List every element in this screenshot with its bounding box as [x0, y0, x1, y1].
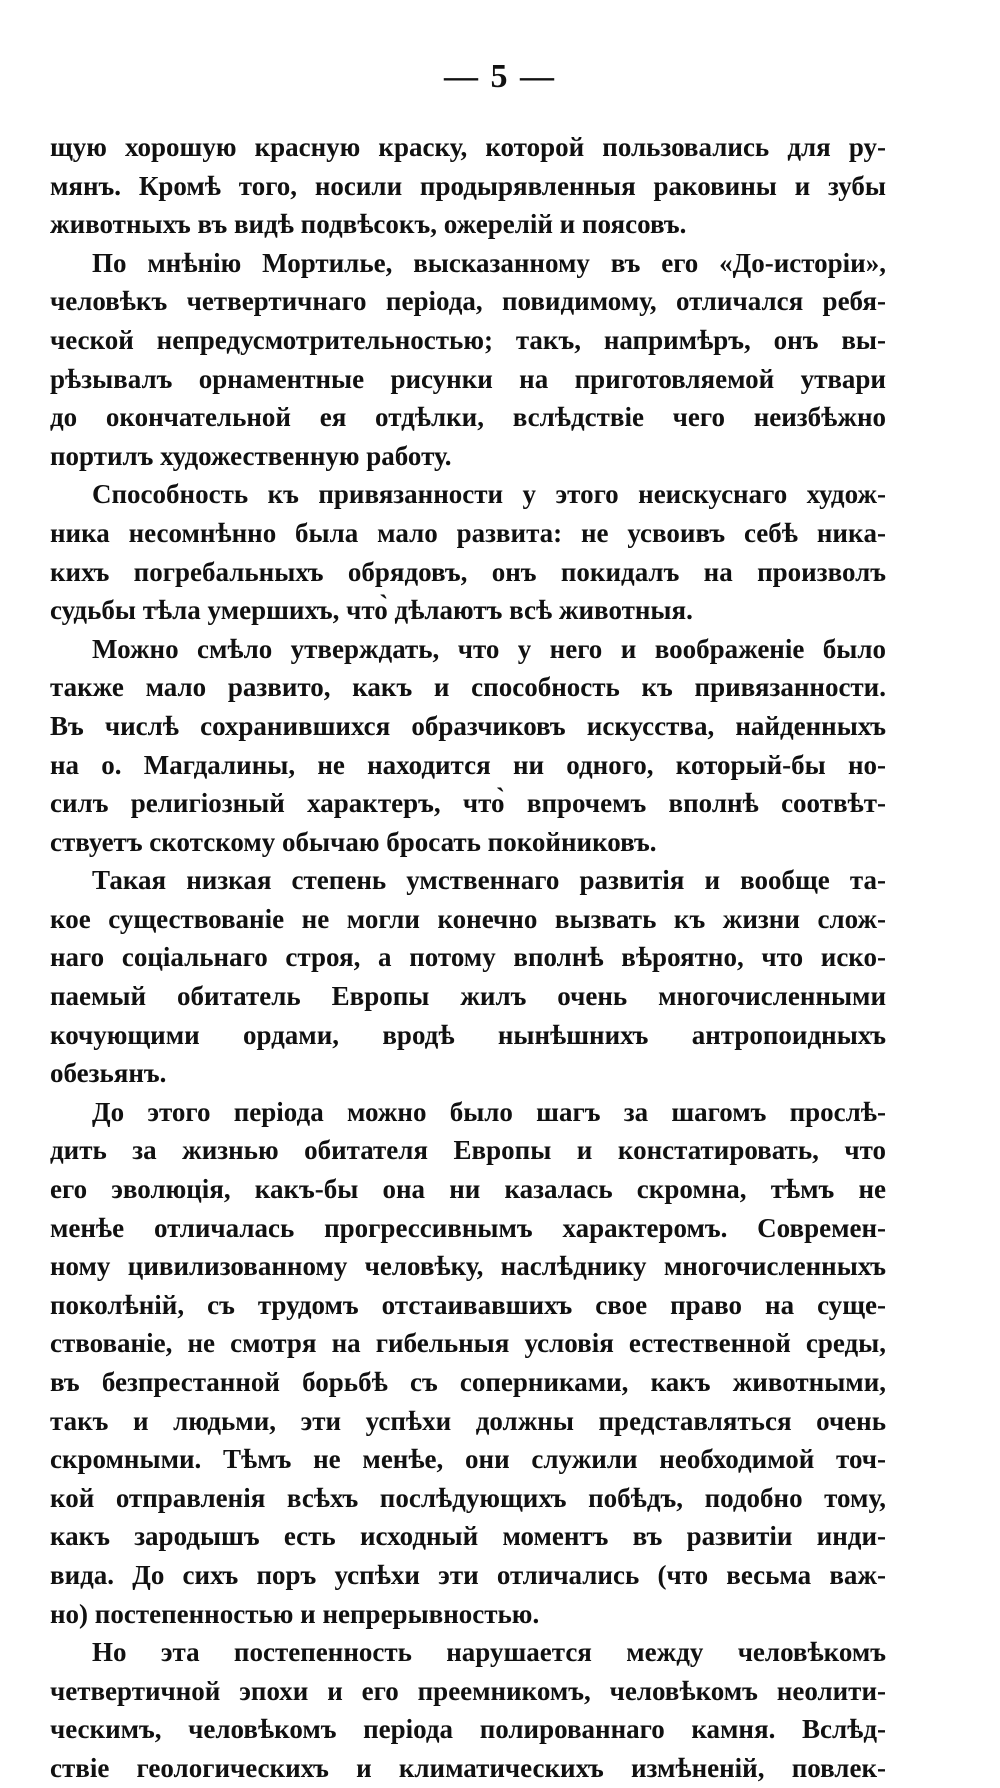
text-line: Но эта постепенность нарушается между человѣкомъ	[92, 1637, 886, 1668]
paragraph	[50, 630, 886, 862]
text-line: Такая низкая степень умственнаго развитія и вообще та-	[92, 865, 886, 896]
text-line: щую хорошую красную краску, которой пользовались для ру-	[50, 132, 886, 162]
text-line: кое существованіе не могли конечно вызвать къ жизни слож-	[50, 903, 886, 934]
text-line: вида. До сихъ поръ успѣхи эти отличались (что весьма важ-	[50, 1559, 886, 1590]
text-line: скромными. Тѣмъ не менѣе, они служили необходимой точ-	[50, 1444, 886, 1475]
text-line: кихъ погребальныхъ обрядовъ, онъ покидалъ на произволъ	[50, 556, 886, 587]
text-line: четвертичной эпохи и его преемникомъ, человѣкомъ неолити-	[50, 1675, 886, 1706]
text-line: въ безпрестанной борьбѣ съ соперниками, какъ животными,	[50, 1367, 886, 1397]
text-line: на о. Магдалины, не находится ни одного, который-бы но-	[50, 749, 886, 780]
text-line: ствованіе, не смотря на гибельныя условія естественной среды,	[50, 1328, 886, 1359]
text-line: но) постепенностью и непрерывностью.	[50, 1598, 540, 1629]
text-line: поколѣній, съ трудомъ отстаивавшихъ свое право на суще-	[50, 1289, 886, 1320]
paragraph	[50, 244, 886, 476]
text-line: Въ числѣ сохранившихся образчиковъ искусства, найденныхъ	[50, 710, 886, 741]
text-line: менѣе отличалась прогрессивнымъ характеромъ. Современ-	[50, 1212, 886, 1243]
text-line: также мало развито, какъ и способность къ привязанности.	[50, 672, 886, 703]
text-line: ному цивилизованному человѣку, наслѣднику многочисленныхъ	[50, 1251, 886, 1282]
text-line: такъ и людьми, эти успѣхи должны представляться очень	[50, 1405, 886, 1436]
text-line: животныхъ въ видѣ подвѣсокъ, ожерелій и поясовъ.	[50, 209, 687, 240]
paragraph	[50, 128, 886, 244]
text-line: силъ религіозный характеръ, что̀ впрочемъ вполнѣ соотвѣт-	[50, 788, 886, 819]
text-line: человѣкъ четвертичнаго періода, повидимому, отличался ребя-	[50, 286, 886, 317]
text-line: какъ зародышъ есть исходный моментъ въ развитіи инди-	[50, 1521, 886, 1552]
paragraph	[50, 1633, 886, 1787]
text-line: его эволюція, какъ-бы она ни казалась скромна, тѣмъ не	[50, 1174, 886, 1205]
text-line: По мнѣнію Мортилье, высказанному въ его «До-исторіи»,	[92, 247, 886, 278]
text-line: ческимъ, человѣкомъ періода полированнаго камня. Вслѣд-	[50, 1714, 886, 1745]
text-line: портилъ художественную работу.	[50, 440, 452, 471]
text-line: обезьянъ.	[50, 1058, 167, 1089]
text-line: ника несомнѣнно была мало развита: не усвоивъ себѣ никa-	[50, 517, 886, 548]
text-line: судьбы тѣла умершихъ, что̀ дѣлаютъ всѣ животныя.	[50, 595, 693, 626]
text-line: кой отправленія всѣхъ послѣдующихъ побѣдъ, подобно тому,	[50, 1482, 886, 1513]
page-number: — 5 —	[444, 58, 556, 95]
paragraph	[50, 1093, 886, 1633]
text-line: кочующими ордами, вродѣ нынѣшнихъ антропоидныхъ	[50, 1019, 886, 1050]
text-line: дить за жизнью обитателя Европы и констатировать, что	[50, 1135, 886, 1166]
text-line: ствуетъ скотскому обычаю бросать покойниковъ.	[50, 826, 657, 857]
text-line: мянъ. Кромѣ того, носили продырявленныя раковины и зубы	[50, 170, 886, 201]
text-line: ствіе геологическихъ и климатическихъ измѣненій, повлек-	[50, 1752, 886, 1783]
paragraph	[50, 861, 886, 1093]
text-line: наго соціальнаго строя, а потому вполнѣ вѣроятно, что иско-	[50, 942, 886, 973]
page-body-text	[50, 128, 886, 1788]
text-line: До этого періода можно было шагъ за шагомъ прослѣ-	[92, 1096, 886, 1127]
paragraph	[50, 475, 886, 629]
text-line: до окончательной ея отдѣлки, вслѣдствіе чего неизбѣжно	[50, 402, 886, 433]
text-line: паемый обитатель Европы жилъ очень многочисленными	[50, 981, 886, 1012]
text-line: рѣзывалъ орнаментные рисунки на приготовляемой утвари	[50, 363, 886, 394]
text-line: Можно смѣло утверждать, что у него и воображеніе было	[92, 633, 886, 664]
text-line: Способность къ привязанности у этого неискуснаго худож-	[92, 479, 886, 510]
text-line: ческой непредусмотрительностью; такъ, напримѣръ, онъ вы-	[50, 324, 886, 355]
